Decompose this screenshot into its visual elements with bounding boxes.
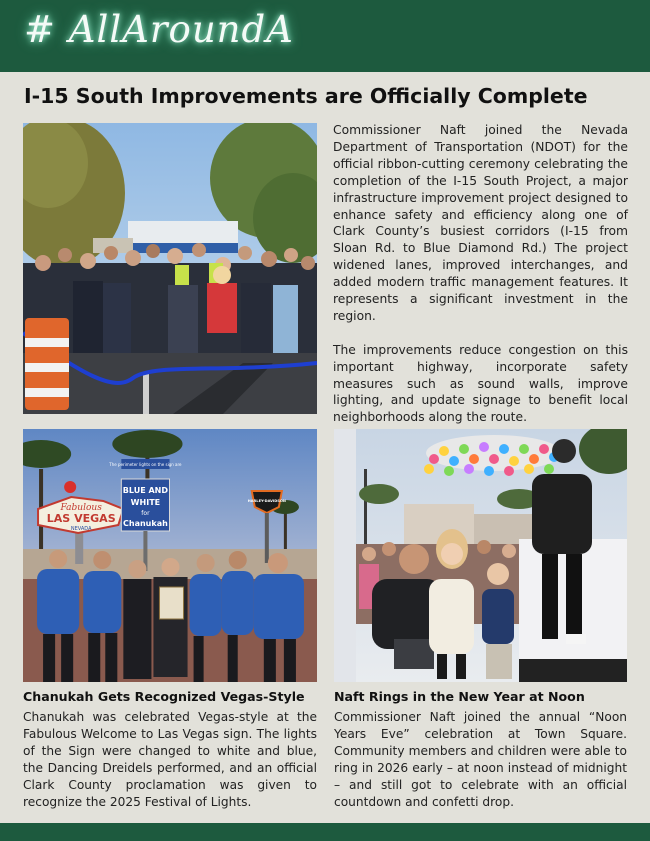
chanukah-story-text: Chanukah was celebrated Vegas-style at the Fabulous Welcome to Las Vegas sign. The lights of the Sign were changed to white and blue, the Dancing Dreidels performed, and an official Clark County proclamation was given to recognize the 2025 Festival of Lights. [23,710,317,809]
article-paragraph: Commissioner Naft joined the Nevada Department of Transportation (NDOT) for the official ribbon-cutting ceremony celebrating the completion of the I-15 South Project, a major infrastructure improvement project designed to enhance safety and efficiency along one of Clark County’s busiest corridors (I-15 from Sloan Rd. to Blue Diamond Rd.) The project widened lanes, improved interchanges, and added modern traffic management features. It represents a significant investment in the region. [333,123,628,323]
vegas-sign-nevada: NEVADA [70,526,92,532]
footer-bar [0,823,650,841]
new-year-story-title: Naft Rings in the New Year at Noon [334,689,585,704]
info-sign-line-2: WHITE [130,498,161,507]
vegas-sign-las-vegas: LAS VEGAS [46,512,116,525]
chanukah-story-title: Chanukah Gets Recognized Vegas-Style [23,689,305,704]
new-year-story-text: Commissioner Naft joined the annual “Noon Years Eve” celebration at Town Square. Community members and children were able to ring in 2026 early – at noon instead of midnight – and still got to celebrate with an official countdown and confetti drop. [334,710,627,809]
ribbon-cutting-photo [23,123,317,414]
info-sign-line-3: for [141,510,150,517]
hashtag-logo: # AllAroundA [24,8,294,51]
vegas-sign-fabulous: Fabulous [60,503,102,513]
noon-years-eve-photo [334,429,627,682]
header-banner [0,0,650,72]
info-sign-line-1: BLUE AND [122,486,169,495]
article-paragraph: The improvements reduce congestion on this important highway, incorporate safety measures such as sound walls, improve lighting, and update signage to benefit local neighborhoods along the route. [333,342,628,425]
harley-sign-text: HARLEY-DAVIDSON [247,499,286,503]
chanukah-vegas-sign-photo [23,429,317,682]
article-title: I-15 South Improvements are Officially Complete [24,84,588,108]
info-sign-small-text: The perimeter lights on the sign are [109,462,182,467]
info-sign-line-4: Chanukah [122,519,168,528]
article-body [333,122,628,426]
